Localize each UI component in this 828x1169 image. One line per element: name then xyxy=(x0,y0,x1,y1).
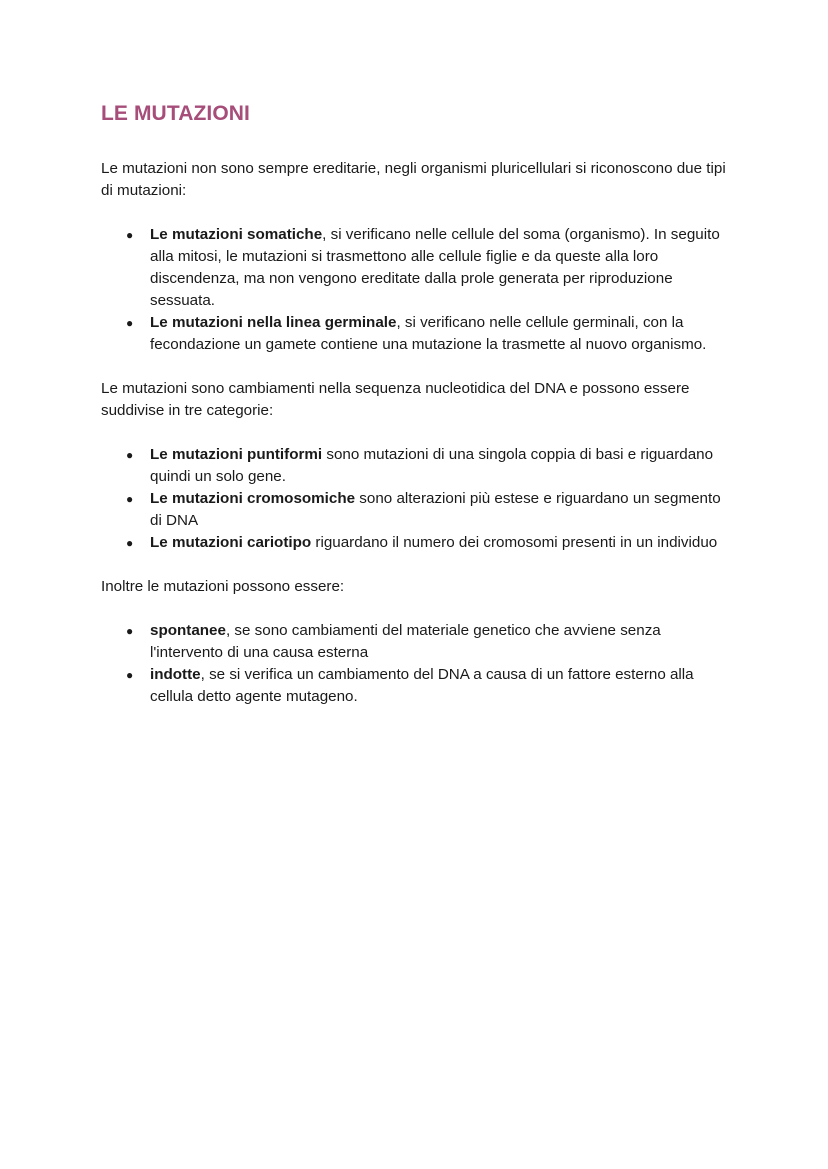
bullet-icon: ● xyxy=(126,316,134,330)
desc-puntiformi: sono mutazioni di una singola coppia di basi e riguardano quindi un solo gene. xyxy=(150,446,714,485)
bullet-icon: ● xyxy=(126,492,134,506)
desc-cromosomiche: sono alterazioni più estese e riguardano un segmento di DNA xyxy=(150,490,721,529)
list-item-indotte xyxy=(101,664,726,708)
bullet-icon: ● xyxy=(126,624,134,638)
list-item-puntiformi xyxy=(101,444,726,488)
origin-paragraph: Inoltre le mutazioni possono essere: xyxy=(101,578,345,595)
list-item-cromosomiche xyxy=(101,488,726,532)
term-indotte: indotte xyxy=(150,666,201,683)
term-puntiformi: Le mutazioni puntiformi xyxy=(150,446,323,463)
page-title: LE MUTAZIONI xyxy=(101,102,250,125)
categories-paragraph: Le mutazioni sono cambiamenti nella sequenza nucleotidica del DNA e possono essere suddivise in tre categorie: xyxy=(101,380,690,419)
list-item-germinal xyxy=(101,312,726,356)
term-cariotipo: Le mutazioni cariotipo xyxy=(150,534,312,551)
list-item-cariotipo xyxy=(101,532,726,554)
bullet-icon: ● xyxy=(126,228,134,242)
bullet-icon: ● xyxy=(126,536,134,550)
origin-list xyxy=(101,620,726,708)
term-cromosomiche: Le mutazioni cromosomiche xyxy=(150,490,356,507)
desc-germinal: , si verificano nelle cellule germinali, con la fecondazione un gamete contiene una mutazione la trasmette al nuovo organismo. xyxy=(150,314,707,353)
bullet-icon: ● xyxy=(126,448,134,462)
document-content xyxy=(101,100,726,708)
desc-somatic: , si verificano nelle cellule del soma (organismo). In seguito alla mitosi, le mutazioni si trasmettono alle cellule figlie e da queste alla loro discendenza, ma non vengono ereditate dalla prole generata per riproduzione sessuata. xyxy=(150,226,720,309)
mutation-types-list xyxy=(101,224,726,356)
term-somatic: Le mutazioni somatiche xyxy=(150,226,323,243)
list-item-somatic xyxy=(101,224,726,312)
intro-paragraph: Le mutazioni non sono sempre ereditarie, negli organismi pluricellulari si riconoscono due tipi di mutazioni: xyxy=(101,160,726,199)
desc-cariotipo: riguardano il numero dei cromosomi presenti in un individuo xyxy=(311,534,718,551)
categories-list xyxy=(101,444,726,554)
term-spontanee: spontanee xyxy=(150,622,226,639)
term-germinal: Le mutazioni nella linea germinale xyxy=(150,314,397,331)
list-item-spontanee xyxy=(101,620,726,664)
bullet-icon: ● xyxy=(126,668,134,682)
desc-spontanee: , se sono cambiamenti del materiale genetico che avviene senza l'intervento di una causa esterna xyxy=(150,622,661,661)
desc-indotte: , se si verifica un cambiamento del DNA a causa di un fattore esterno alla cellula detto agente mutageno. xyxy=(150,666,694,705)
